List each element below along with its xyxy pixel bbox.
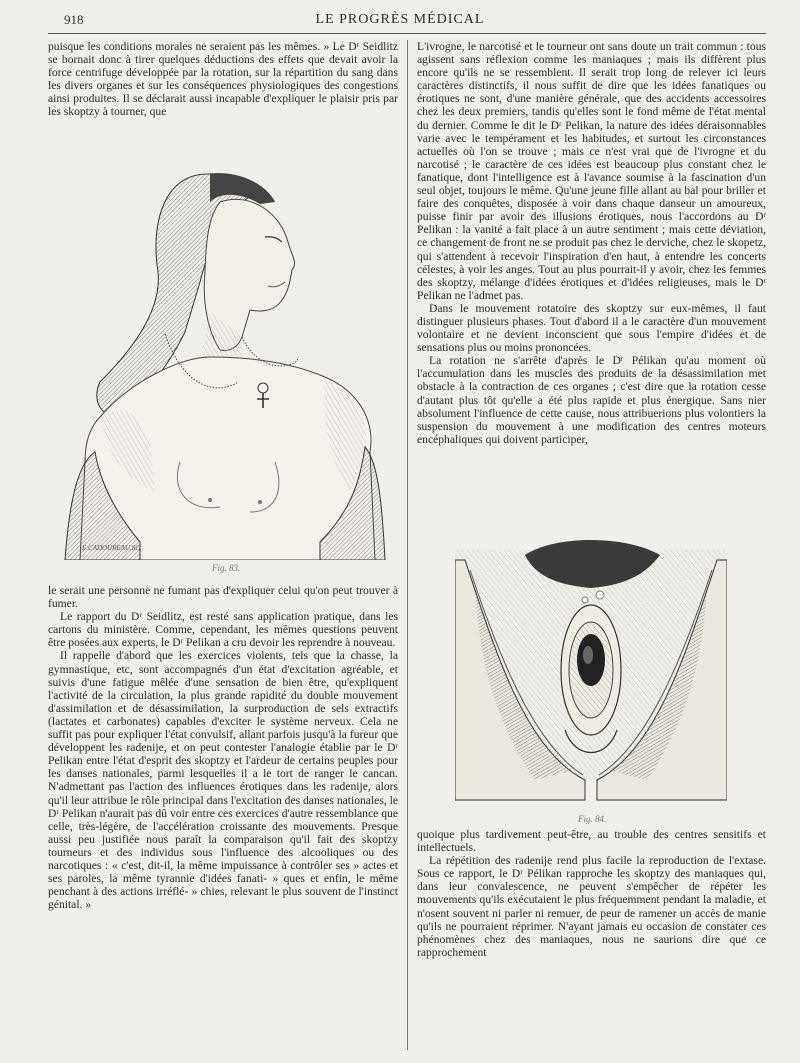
figure-83-caption: Fig. 83. <box>212 563 241 573</box>
left-column-bottom-text <box>48 584 398 1054</box>
right-column-bottom-text <box>417 828 766 1056</box>
paragraph: La rotation ne s'arrête d'après le Dʳ Pélikan qu'au moment où l'accumulation dans les muscles des produits de la désassimilation met obstacle à la contraction de ces organes ; c'est dire que la rotation cesse d'autant plus tôt qu'elle a été plus rapide et plus énergique. Sans nier absolument l'influence de cette cause, nous attribuerions plus volontiers la suspension du mouvement à une modification des centres moteurs encéphaliques qui doivent participer, <box>417 354 766 446</box>
paragraph: La répétition des radenije rend plus facile la reproduction de l'extase. Sous ce rapport, le Dʳ Pélikan rapproche les skoptzy des maniaques qui, dans leur convalescence, ne peuvent s'empêcher de répéter les mouvements qu'ils exécutaient le plus fréquemment pendant la maladie, et n'osent souvent ni parler ni remuer, de peur de ramener un accès de manie qu'ils ne pourraient réprimer. N'ayant jamais eu occasion de constater ces phénomènes chez des maniaques, nous ne saurions dire que ce rapprochement <box>417 854 766 959</box>
paragraph: Le rapport du Dʳ Seidlitz, est resté sans application pratique, dans les cartons du ministère. Comme, cependant, les mêmes questions peuvent être posées aux experts, le Dʳ Pelikan a cru devoir les reprendre à nouveau. <box>48 610 398 650</box>
journal-title: LE PROGRÈS MÉDICAL <box>315 12 485 27</box>
paragraph: le serait une personne ne fumant pas d'expliquer celui qu'on peut trouver à fumer. <box>48 584 398 611</box>
paragraph: Il rappelle d'abord que les exercices violents, tels que la chasse, la gymnastique, etc, sont accompagnés d'un état d'excitation agréable, et suivis d'une fatigue mêlée d'une sensation de bien être, qu'expliquent l'activité de la circulation, la plus grande rapidité du double mouvement d'assimilation et de désassimilation, la surproduction de sels extractifs (lactates et carbonates) capables d'exciter le système nerveux. Cela ne suffit pas pour expliquer l'état convulsif, allant parfois jusqu'à la fureur que développent les radenije, et on peut contester l'analogie établie par le Dʳ Pelikan entre l'état d'esprit des skoptzy et l'ardeur de certains peuples pour les danses nationales, parmi lesquelles il a le tort de ranger le cancan. N'admettant pas l'action des influences érotiques dans les radenije, alors qu'il leur attribue le rôle principal dans l'excitation des danses nationales, le Dʳ Pelikan n'aurait pas dû voir entre ces exercices d'autre ressemblance que celle, très-légère, de l'accélération croissante des mouvements. Presque aussi peu justifiée nous paraît la comparaison qu'il fait des skoptzy tourneurs et des individus sous l'influence des alcooliques ou des narcotiques : « c'est, dit-il, la même impuissance à contrôler ses » actes et ses paroles, la même tyrannie d'idées fanati- » ques et enfin, le même penchant à des actions irréflé- » chies, relevant le plus souvent de l'instinct génital. » <box>48 649 398 912</box>
page-header <box>0 0 800 34</box>
paragraph: quoique plus tardivement peut-être, au trouble des centres sensitifs et intellectuels. <box>417 828 766 855</box>
right-column-top-text <box>417 40 766 518</box>
figure-84-anatomical <box>455 530 727 810</box>
figure-84-caption: Fig. 84. <box>578 814 607 824</box>
header-rule <box>48 33 766 34</box>
paragraph: L'ivrogne, le narcotisé et le tourneur ont sans doute un trait commun : tous agissent sans réflexion comme les maniaques ; mais ils diffèrent plus encore qu'ils ne se ressemblent. Il serait trop long de relever ici leurs caractères distinctifs, il nous suffit de dire que les idées fanatiques ou érotiques ne sont, d'une manière générale, que des accidents accessoires chez les deux premiers, tandis qu'elles sont le fond même de l'état mental du dernier. Comme le dit le Dʳ Pelikan, la nature des idées déraisonnables varie avec le tempérament et les habitudes, et surtout les circonstances actuelles où l'on se trouve ; mais ce n'est vrai que de l'ivrogne et du narcotisé ; le caractère de ces idées est beaucoup plus constant chez le fanatique, dont l'intelligence est à l'avance soumise à la fascination d'un seul objet, toujours le même. Qu'une jeune fille allant au bal pour briller et faire des conquêtes, disposée à voir dans chaque danseur un amoureux, puisse finir par avoir des illusions érotiques, nous l'accordons au Dʳ Pelikan : la vanité a fait place à un autre sentiment ; mais cette déviation, ce changement de front ne se produit pas chez le derviche, chez le skopetz, qui s'attendent à recevoir l'inspiration d'en haut, à entendre les concerts célestes, à voir les anges. Tout au plus pourrait-il y avoir, chez les femmes des skoptzy, mélange d'idées érotiques et d'idées religieuses, mais le Dʳ Pelikan ne l'admet pas. <box>417 40 766 302</box>
paragraph: Dans le mouvement rotatoire des skoptzy sur eux-mêmes, il faut distinguer plusieurs phases. Tout d'abord il a le caractère d'un mouvement volontaire et ne devient inconscient que sous l'empire d'idées et de sensations plus ou moins prononcées. <box>417 301 766 355</box>
figure-83-portrait <box>60 162 390 560</box>
engraver-signature: E.CADOUREAU.SC. <box>82 544 142 552</box>
left-column-top-text <box>48 40 398 140</box>
page-number: 918 <box>64 12 84 27</box>
column-divider <box>407 40 408 1050</box>
paragraph: puisque les conditions morales ne seraient pas les mêmes. » Le Dʳ Seidlitz se bornait donc à tirer quelques déductions des effets que devait avoir la force centrifuge développée par la rotation, sur la répartition du sang dans les divers organes et sur les conséquences physiologiques des congestions ainsi produites. Il se déclarait aussi incapable d'expliquer le plaisir pris par les skoptzy à tourner, que <box>48 40 398 119</box>
